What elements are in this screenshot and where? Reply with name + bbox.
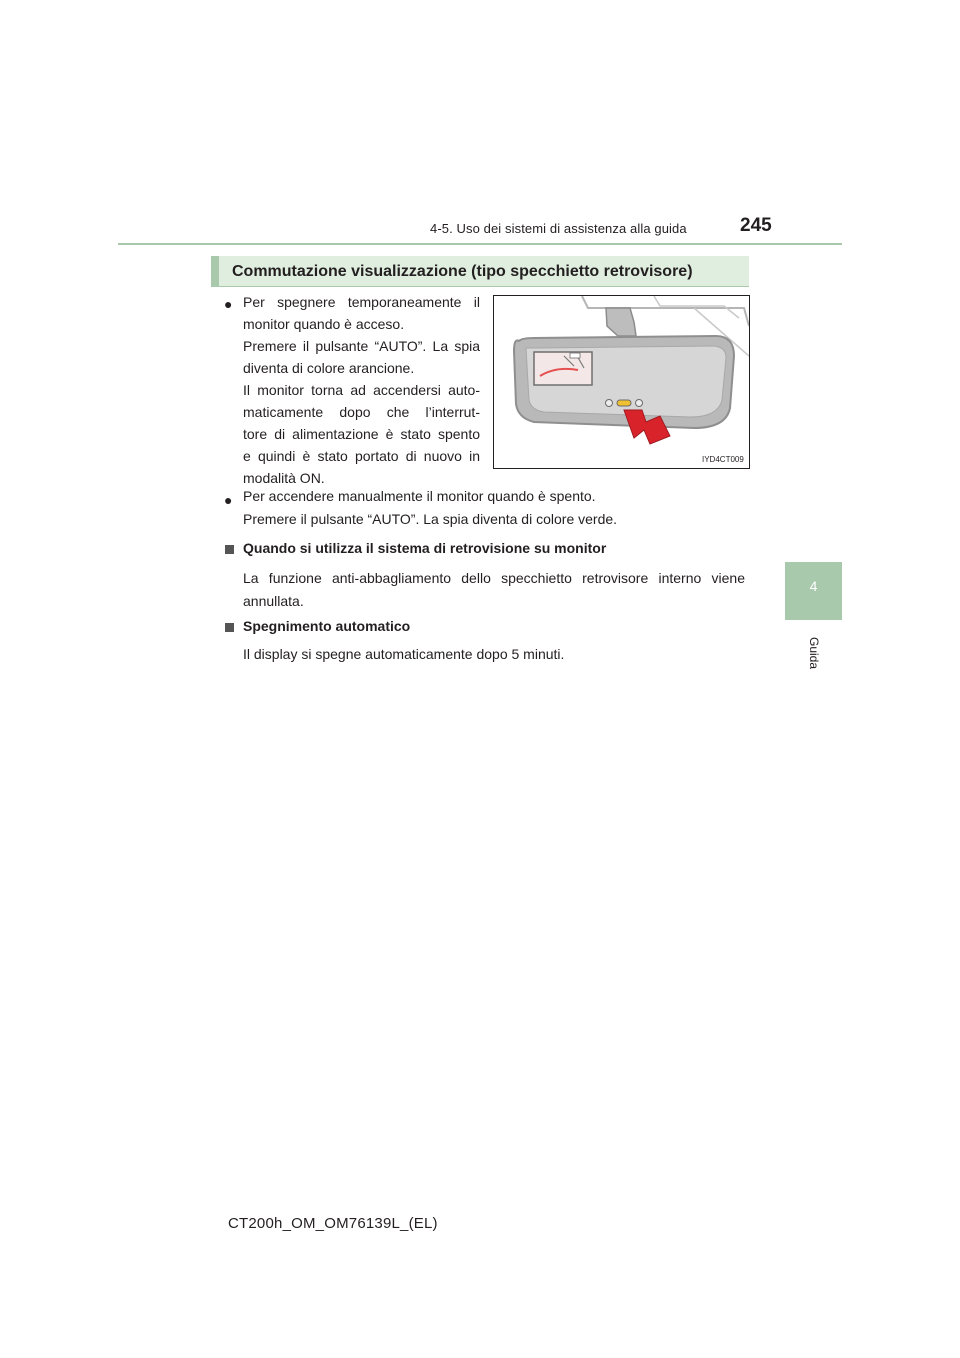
bullet-2-line: Premere il pulsante “AUTO”. La spia diventa di colore verde. (243, 511, 618, 527)
bullet-1-text (243, 291, 480, 489)
bullet-1-line: diventa di colore arancione. (243, 360, 415, 376)
page-number: 245 (740, 215, 772, 236)
bullet-1-line: e quindi è stato portato di nuovo in (243, 448, 480, 464)
mirror-drawing (494, 296, 749, 468)
bullet-1-line: modalità ON. (243, 470, 325, 486)
chapter-tab-number: 4 (809, 578, 818, 594)
bullet-1-line: Per spegnere temporaneamente il (243, 294, 480, 310)
bullet-icon: ● (224, 296, 233, 312)
subsection-title: Quando si utilizza il sistema di retrovisione su monitor (243, 540, 607, 556)
square-bullet-icon (225, 623, 234, 632)
image-code: IYD4CT009 (702, 455, 744, 464)
section-heading: Commutazione visualizzazione (tipo specchietto retrovisore) (211, 256, 749, 287)
bullet-2-line: Per accendere manualmente il monitor quando è spento. (243, 488, 596, 504)
header-rule (118, 243, 842, 245)
subsection-text: Il display si spegne automaticamente dopo 5 minuti. (243, 646, 565, 662)
bullet-1-line: Il monitor torna ad accendersi auto- (243, 382, 480, 398)
footer-document-code: CT200h_OM_OM76139L_(EL) (228, 1215, 438, 1232)
bullet-icon: ● (224, 492, 233, 508)
running-head: 4-5. Uso dei sistemi di assistenza alla guida (430, 221, 687, 236)
bullet-1-line: Premere il pulsante “AUTO”. La spia (243, 338, 480, 354)
bullet-1-line: maticamente dopo che l’interrut- (243, 404, 480, 420)
rearview-mirror-illustration (493, 295, 750, 469)
subsection-text: La funzione anti-abbagliamento dello specchietto retrovisore interno viene annullata. (243, 570, 745, 609)
square-bullet-icon (225, 545, 234, 554)
bullet-1-line: monitor quando è acceso. (243, 316, 405, 332)
chapter-tab-label: Guida (807, 636, 821, 670)
bullet-1-line: tore di alimentazione è stato spento (243, 426, 480, 442)
subsection-title: Spegnimento automatico (243, 618, 411, 634)
